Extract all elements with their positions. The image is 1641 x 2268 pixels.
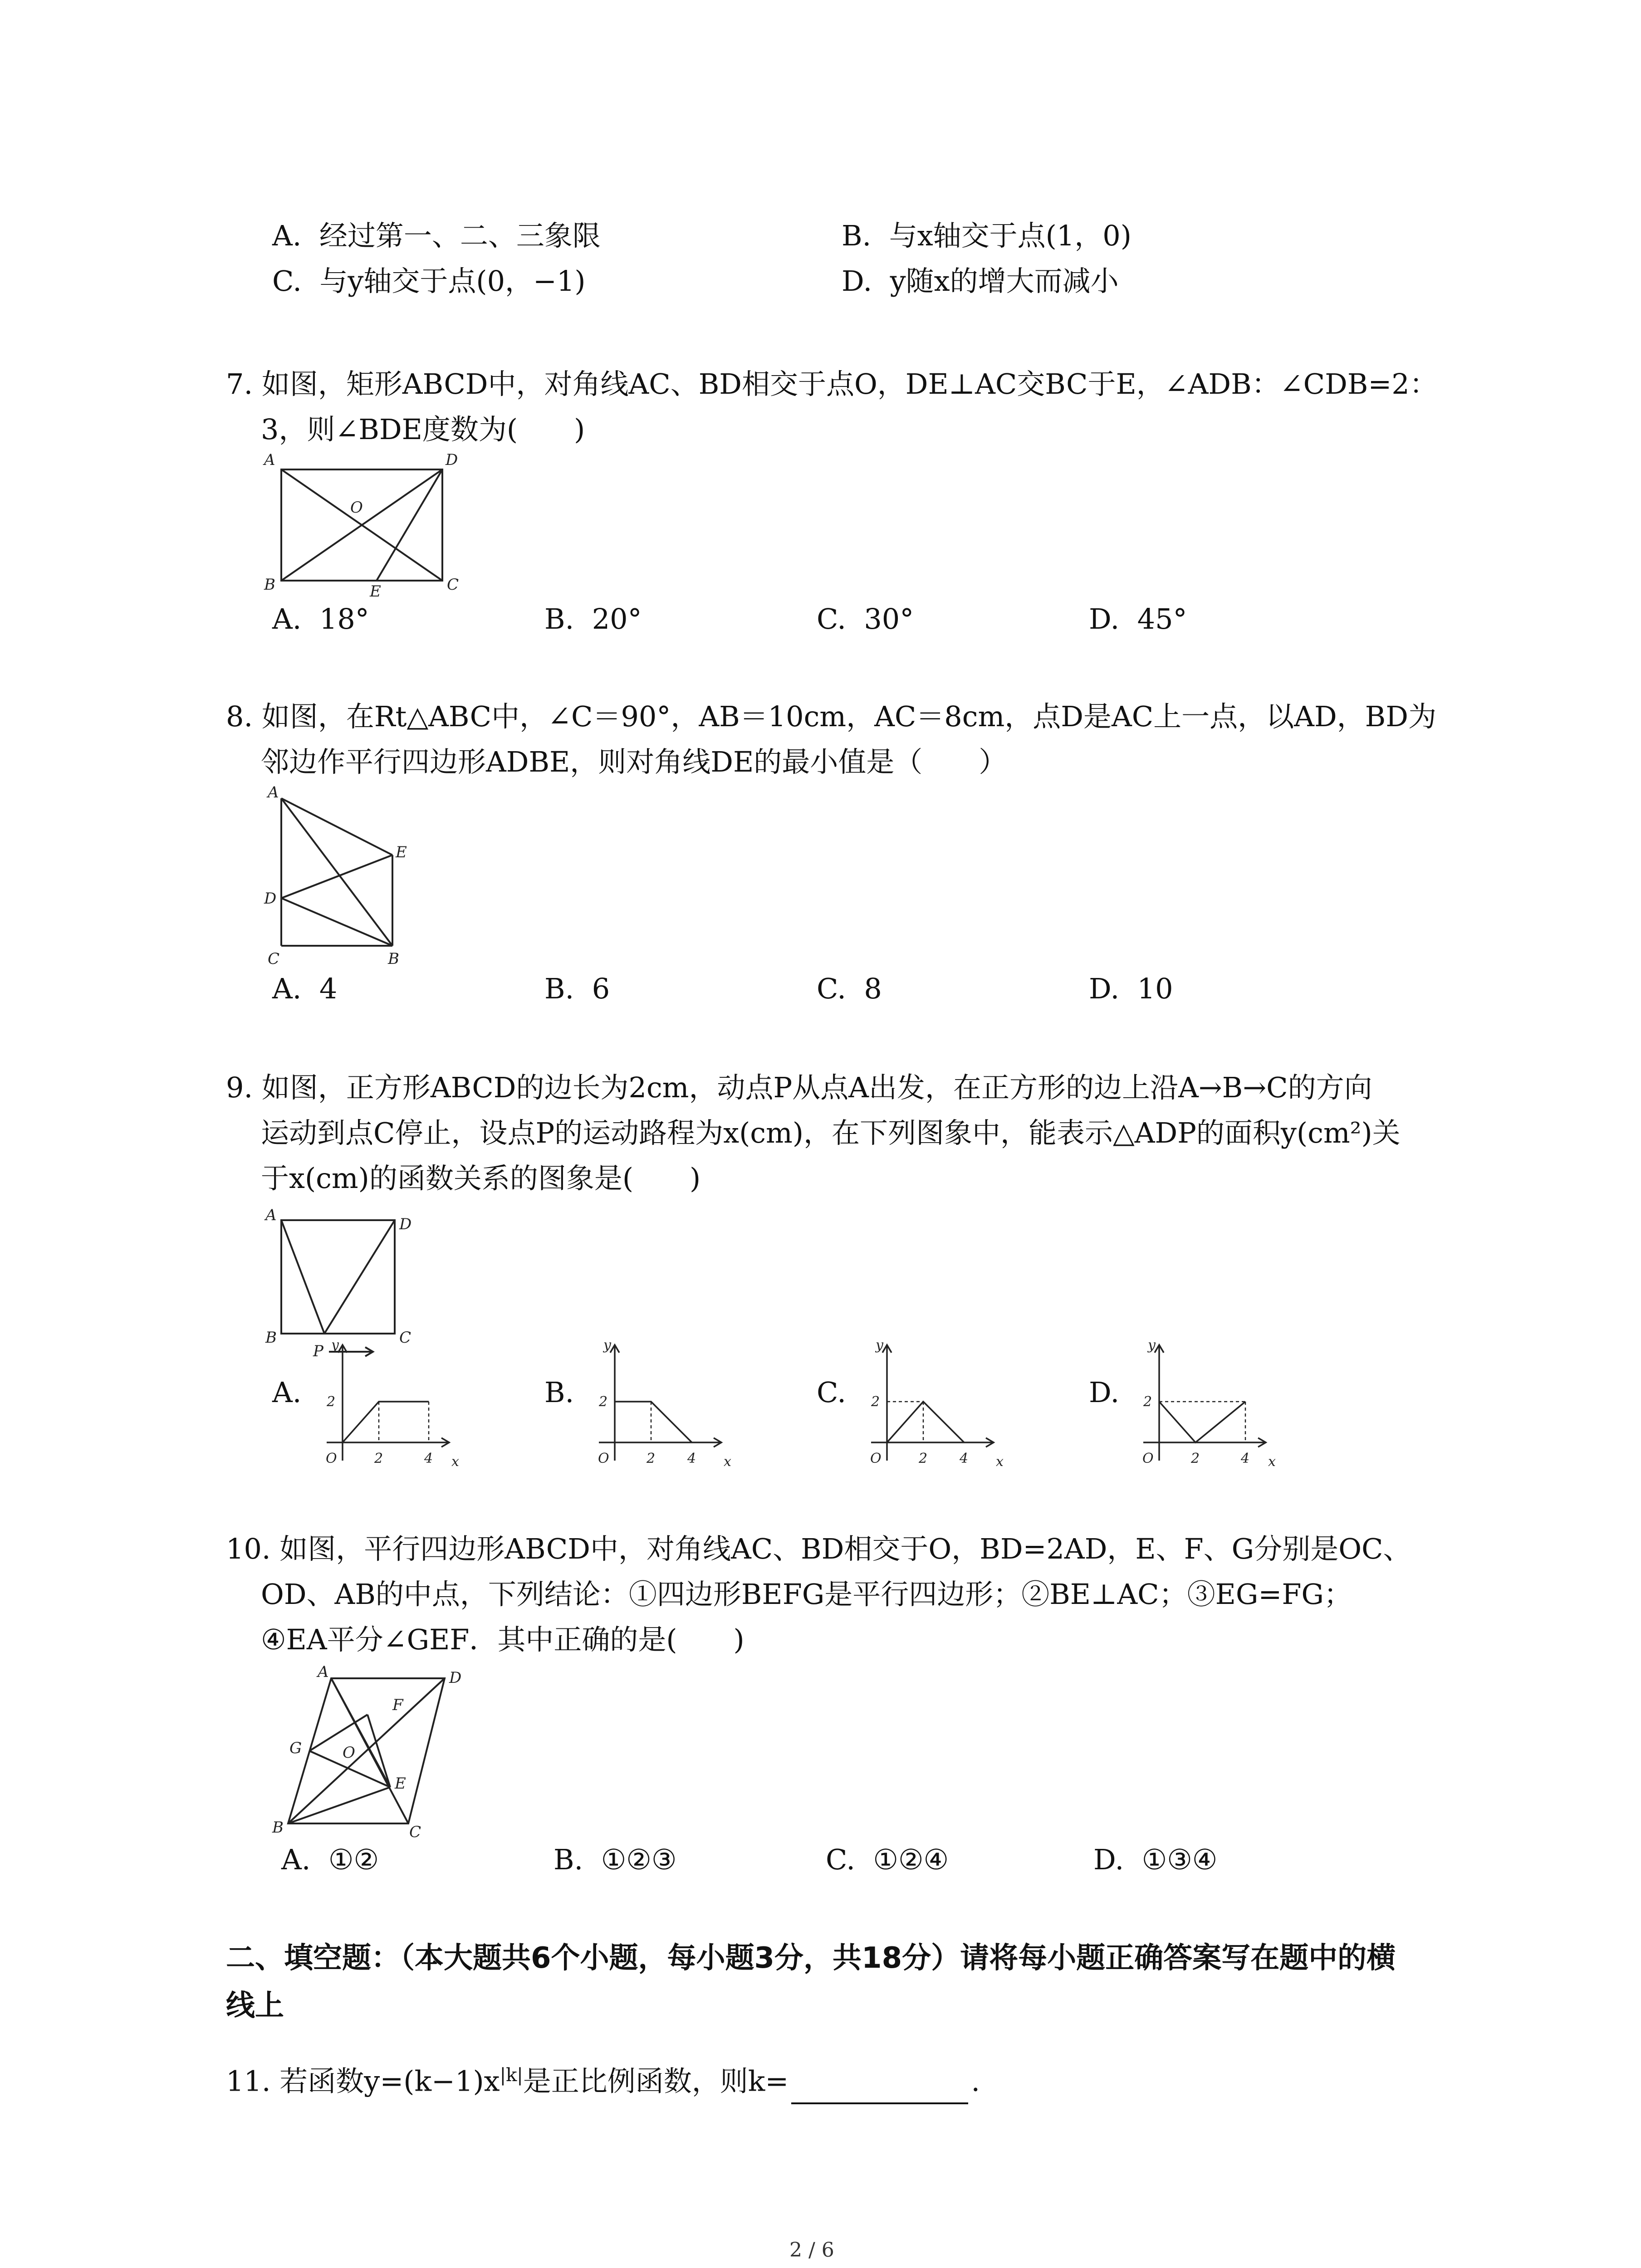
q10-figure xyxy=(263,1662,499,1844)
q10-option-d: D. ①③④ xyxy=(1093,1843,1218,1876)
q7-stem-line1: 7. 如图，矩形ABCD中，对角线AC、BD相交于点O，DE⊥AC交BC于E，∠ADB：∠CDB=2： xyxy=(226,367,1438,401)
q7-option-b: B. 20° xyxy=(544,602,642,635)
q11-exponent: |k| xyxy=(500,2065,523,2086)
q8-label-a: A xyxy=(268,783,279,802)
q9-stem-line3: 于x(cm)的函数关系的图象是( ) xyxy=(261,1162,701,1195)
q10-option-b: B. ①②③ xyxy=(554,1843,677,1876)
q9c-tick-4: 4 xyxy=(960,1451,969,1466)
q7-figure xyxy=(254,449,463,599)
q7-stem-line2: 3，则∠BDE度数为( ) xyxy=(261,413,585,446)
q7-option-c: C. 30° xyxy=(817,602,914,635)
q9-stem-line2: 运动到点C停止，设点P的运动路程为x(cm)，在下列图象中，能表示△ADP的面积y(cm²)关 xyxy=(261,1116,1401,1149)
q9d-tick-4: 4 xyxy=(1241,1451,1250,1466)
q10-label-e: E xyxy=(395,1774,406,1793)
q9c-two-label: 2 xyxy=(871,1394,880,1410)
q8-figure xyxy=(254,780,426,971)
q9-label-b: B xyxy=(265,1329,277,1347)
q9a-tick-2: 2 xyxy=(374,1451,383,1466)
q8-option-a: A. 4 xyxy=(272,972,338,1005)
q7-label-o: O xyxy=(350,499,363,517)
q9-option-b-label: B. xyxy=(544,1376,574,1409)
section-2-heading-line2: 线上 xyxy=(226,1989,284,2023)
q8-stem-line1: 8. 如图，在Rt△ABC中，∠C＝90°，AB＝10cm，AC＝8cm，点D是AC上一点，以AD，BD为 xyxy=(226,700,1436,733)
q9d-origin-label: O xyxy=(1142,1451,1154,1466)
q6-option-b: B. 与x轴交于点(1，0) xyxy=(842,219,1132,252)
section-2-heading-line1: 二、填空题：（本大题共6个小题，每小题3分，共18分）请将每小题正确答案写在题中的横 xyxy=(226,1941,1396,1975)
q9-option-c-label: C. xyxy=(817,1376,846,1409)
q10-option-c: C. ①②④ xyxy=(826,1843,949,1876)
q9-label-a: A xyxy=(265,1206,277,1224)
q10-label-d: D xyxy=(449,1669,462,1687)
q7-label-e: E xyxy=(370,582,381,599)
q9c-x-label: x xyxy=(996,1454,1004,1470)
q10-label-g: G xyxy=(289,1739,302,1757)
q9d-two-label: 2 xyxy=(1143,1394,1152,1410)
q6-option-d: D. y随x的增大而减小 xyxy=(842,264,1119,298)
q7-option-a: A. 18° xyxy=(272,602,369,635)
page-number: 2 / 6 xyxy=(789,2239,834,2262)
q9-label-p: P xyxy=(313,1342,323,1360)
q10-stem-line1: 10. 如图，平行四边形ABCD中，对角线AC、BD相交于O，BD=2AD，E、F、G分别是OC、 xyxy=(226,1532,1411,1565)
q10-label-a: A xyxy=(318,1663,329,1681)
q9b-y-label: y xyxy=(603,1337,611,1353)
q8-label-c: C xyxy=(268,950,280,968)
q9c-y-label: y xyxy=(876,1337,883,1353)
q9-label-c: C xyxy=(399,1329,411,1347)
q10-label-f: F xyxy=(392,1696,403,1714)
q7-label-c: C xyxy=(447,576,459,594)
q9a-tick-4: 4 xyxy=(424,1451,433,1466)
q7-label-a: A xyxy=(264,451,275,469)
q6-option-c: C. 与y轴交于点(0，−1) xyxy=(272,264,586,298)
q8-label-e: E xyxy=(396,843,407,861)
q9a-y-label: y xyxy=(331,1337,339,1353)
q9a-x-label: x xyxy=(451,1454,459,1470)
q9d-y-label: y xyxy=(1148,1337,1156,1353)
q9c-tick-2: 2 xyxy=(919,1451,928,1466)
q9-option-a-graph xyxy=(299,1325,472,1479)
q9b-two-label: 2 xyxy=(599,1394,608,1410)
q8-option-d: D. 10 xyxy=(1089,972,1173,1005)
q6-option-a: A. 经过第一、二、三象限 xyxy=(272,219,601,252)
q9d-x-label: x xyxy=(1268,1454,1276,1470)
q9b-x-label: x xyxy=(724,1454,731,1470)
q8-option-b: B. 6 xyxy=(544,972,610,1005)
q10-stem-line3: ④EA平分∠GEF．其中正确的是( ) xyxy=(261,1623,745,1656)
q7-label-b: B xyxy=(264,576,275,594)
q9-option-b-graph xyxy=(572,1325,744,1479)
q11-stem xyxy=(226,2053,980,2104)
q9-option-a-label: A. xyxy=(272,1376,302,1409)
q10-label-o: O xyxy=(343,1744,355,1762)
q9a-two-label: 2 xyxy=(327,1394,336,1410)
q7-label-d: D xyxy=(446,451,458,469)
q9-label-d: D xyxy=(399,1215,412,1233)
q9a-origin-label: O xyxy=(326,1451,337,1466)
q9-stem-line1: 9. 如图，正方形ABCD的边长为2cm，动点P从点A出发，在正方形的边上沿A→B→C的方向 xyxy=(226,1071,1372,1104)
q9-option-d-label: D. xyxy=(1089,1376,1120,1409)
q10-label-b: B xyxy=(272,1818,284,1837)
q9b-tick-4: 4 xyxy=(687,1451,696,1466)
q9-option-c-graph xyxy=(844,1325,1016,1479)
q9-option-d-graph xyxy=(1116,1325,1288,1479)
q10-label-c: C xyxy=(409,1823,421,1841)
q9c-origin-label: O xyxy=(870,1451,882,1466)
q11-prefix: 11. 若函数y=(k−1)x xyxy=(226,2064,500,2098)
q9b-tick-2: 2 xyxy=(647,1451,656,1466)
q9d-tick-2: 2 xyxy=(1191,1451,1200,1466)
q11-middle: 是正比例函数，则k= xyxy=(523,2064,789,2098)
q8-label-b: B xyxy=(388,950,399,968)
q8-stem-line2: 邻边作平行四边形ADBE，则对角线DE的最小值是（ ） xyxy=(261,745,1007,778)
q10-stem-line2: OD、AB的中点，下列结论：①四边形BEFG是平行四边形；②BE⊥AC；③EG=FG； xyxy=(261,1578,1352,1611)
q11-suffix: . xyxy=(971,2064,980,2098)
q11-answer-blank[interactable] xyxy=(791,2071,968,2104)
q9b-origin-label: O xyxy=(598,1451,609,1466)
q7-option-d: D. 45° xyxy=(1089,602,1187,635)
q8-label-d: D xyxy=(264,890,277,908)
q8-option-c: C. 8 xyxy=(817,972,882,1005)
q10-option-a: A. ①② xyxy=(281,1843,379,1876)
